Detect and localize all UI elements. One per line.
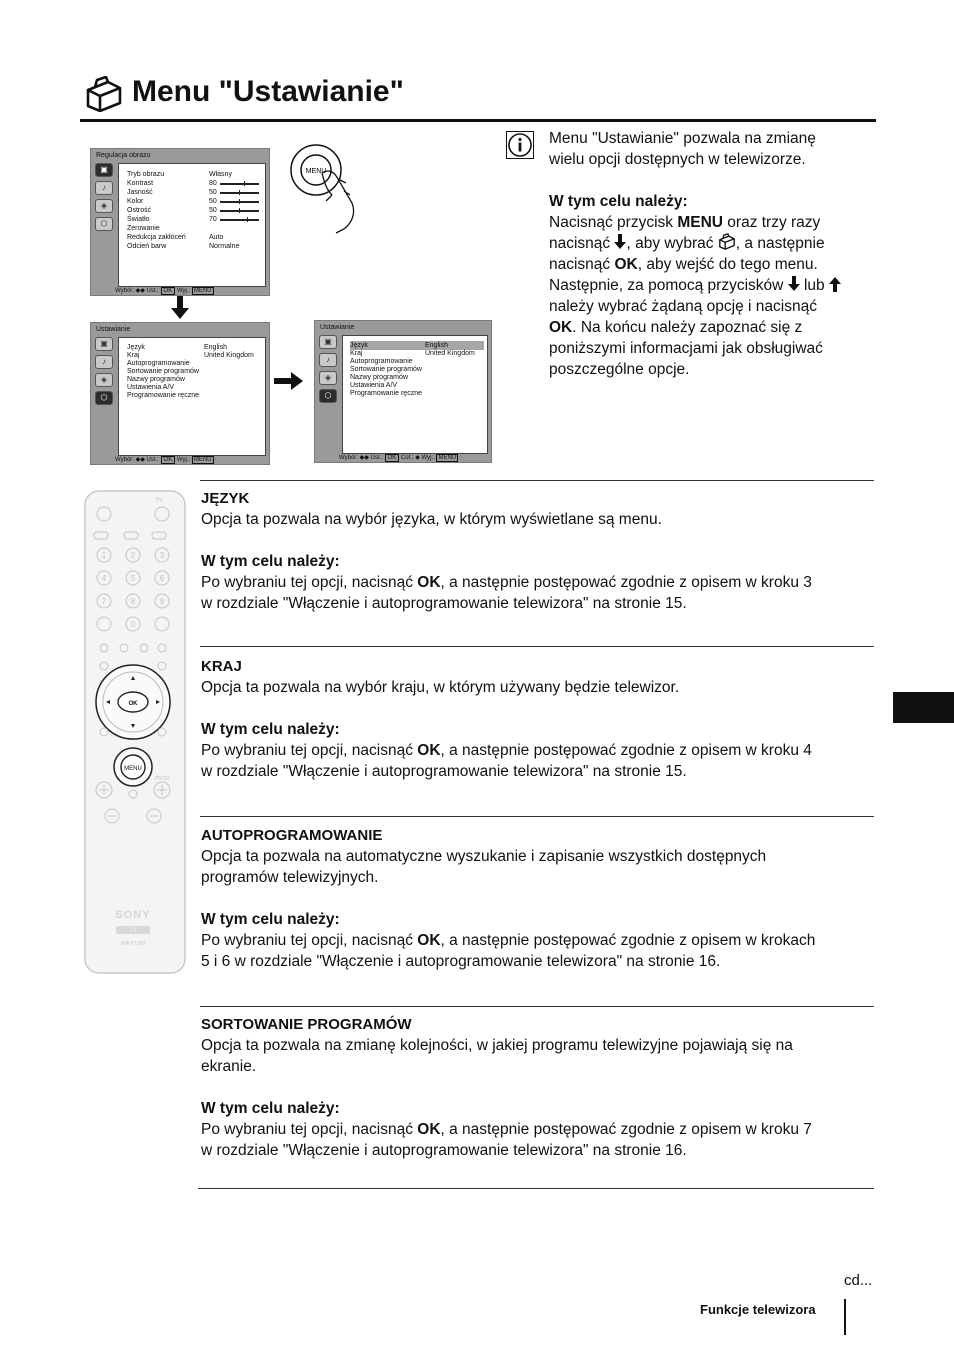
text-span: oraz trzy razy xyxy=(722,214,821,231)
footer-ok-key: OK xyxy=(161,456,176,464)
section-description: Opcja ta pozwala na automatyczne wyszukanie i zapisanie wszystkich dostępnych xyxy=(201,848,767,865)
svg-text:5: 5 xyxy=(130,574,136,583)
features-menu-icon: ◈ xyxy=(95,373,113,387)
footer-select-label: Wybór: xyxy=(115,457,134,463)
section-step-line xyxy=(201,740,812,761)
menu-row-value: Normalne xyxy=(209,243,240,250)
menu-row-label: Zerowanie xyxy=(127,225,160,232)
section-divider xyxy=(200,816,874,817)
footer-back-label: Cof.: xyxy=(400,455,414,461)
text-span: Następnie, za pomocą przycisków xyxy=(549,277,788,294)
section-step-line xyxy=(201,930,815,951)
footer-set-label: Ust.: xyxy=(146,457,159,463)
section-howto-heading: W tym celu należy: xyxy=(201,721,340,738)
section-howto-heading: W tym celu należy: xyxy=(201,1100,340,1117)
section-description: ekranie. xyxy=(201,1058,257,1075)
remote-brand-label: SONY xyxy=(115,909,151,921)
setup-toolbox-icon xyxy=(718,233,736,250)
svg-text:6: 6 xyxy=(159,574,165,583)
down-arrow-icon xyxy=(170,296,190,320)
footer-set-label: Ust.: xyxy=(370,455,383,461)
section-divider xyxy=(200,646,874,647)
remote-tv-label: TV xyxy=(155,498,163,504)
info-step-line: poszczególne opcje. xyxy=(549,361,690,378)
page-title: Menu "Ustawianie" xyxy=(132,75,404,108)
backlight-slider xyxy=(220,219,259,221)
section-step-line xyxy=(201,572,812,593)
menu-row-label: Programowanie ręczne xyxy=(350,390,422,397)
menu-row-value: English xyxy=(204,344,227,351)
screen-footer: Wybór: ◆◆ Ust.: OK Wyj.: MENU xyxy=(115,288,212,294)
sound-menu-icon: ♪ xyxy=(319,353,337,367)
ok-key-label: OK xyxy=(417,742,441,759)
chapter-tab-marker xyxy=(893,692,954,723)
picture-adjust-screen xyxy=(90,148,270,296)
svg-text:3: 3 xyxy=(159,551,165,560)
right-arrow-icon xyxy=(274,372,304,390)
text-span: Po wybraniu tej opcji, nacisnąć xyxy=(201,1121,418,1138)
section-step-line xyxy=(201,1119,812,1140)
info-step-line xyxy=(549,233,825,254)
info-step-line xyxy=(549,275,841,296)
menu-key-label: MENU xyxy=(677,214,723,231)
remote-ok-label: OK xyxy=(128,701,138,707)
menu-row-label: Redukcja zakłóceń xyxy=(127,234,186,241)
footer-exit-label: Wyj.: xyxy=(421,455,435,461)
menu-panel xyxy=(342,335,488,454)
section-step-line: 5 i 6 w rozdziale "Włączenie i autoprogramowanie telewizora" na stronie 16. xyxy=(201,953,721,970)
ok-key-label: OK xyxy=(417,1121,441,1138)
menu-row-value: 80 xyxy=(209,180,217,187)
section-heading-country: KRAJ xyxy=(201,658,242,675)
info-step-line xyxy=(549,254,818,275)
menu-row-value: 50 xyxy=(209,189,217,196)
setup-menu-icon: ⬡ xyxy=(95,217,113,231)
text-span: , a następnie postępować zgodnie z opisem w krokach xyxy=(440,932,816,949)
menu-row-value: 50 xyxy=(209,207,217,214)
setup-toolbox-icon xyxy=(84,76,124,112)
footer-section-label: Funkcje telewizora xyxy=(700,1302,816,1317)
header-divider xyxy=(80,119,876,122)
svg-text:MENU: MENU xyxy=(305,168,327,175)
section-divider xyxy=(198,1188,874,1189)
footer-ok-key: OK xyxy=(385,454,400,462)
menu-row-value: 50 xyxy=(209,198,217,205)
picture-menu-icon: ▣ xyxy=(95,163,113,177)
menu-panel xyxy=(118,163,266,287)
down-arrow-icon xyxy=(788,276,800,292)
slider-mark xyxy=(239,190,240,195)
sound-menu-icon: ♪ xyxy=(95,355,113,369)
hand-pressing-menu-icon xyxy=(286,143,370,235)
menu-row-value: 70 xyxy=(209,216,217,223)
features-menu-icon: ◈ xyxy=(319,371,337,385)
menu-row-value: Auto xyxy=(209,234,224,241)
info-step-line: poniższymi informacjami jak obsługiwać xyxy=(549,340,823,357)
info-step-line: należy wybrać żądaną opcję i nacisnąć xyxy=(549,298,817,315)
setup-menu-screen-selected xyxy=(314,320,492,463)
svg-text:2: 2 xyxy=(130,551,136,560)
footer-divider xyxy=(844,1299,846,1335)
section-howto-heading: W tym celu należy: xyxy=(201,911,340,928)
menu-row-label: Język xyxy=(127,344,145,351)
text-span: Po wybraniu tej opcji, nacisnąć xyxy=(201,932,418,949)
screen-title: Ustawianie xyxy=(96,326,131,333)
ok-key-label: OK xyxy=(549,319,573,336)
menu-row-label: Nazwy programów xyxy=(350,374,408,381)
picture-menu-icon: ▣ xyxy=(95,337,113,351)
info-icon xyxy=(506,131,534,159)
menu-row-label: Autoprogramowanie xyxy=(350,358,413,365)
section-divider xyxy=(200,1006,874,1007)
menu-row-label: Jasność xyxy=(127,189,153,196)
screen-footer: Wybór: ◆◆ Ust.: OK Cof.: ◆ Wyj.: MENU xyxy=(339,455,457,461)
menu-row-label: Tryb obrazu xyxy=(127,171,165,178)
slider-mark xyxy=(239,199,240,204)
menu-icon-column xyxy=(94,337,116,409)
text-span: Po wybraniu tej opcji, nacisnąć xyxy=(201,742,418,759)
ok-key-label: OK xyxy=(417,574,441,591)
menu-panel xyxy=(118,337,266,456)
text-span: , aby wybrać xyxy=(626,235,718,252)
ok-key-label: OK xyxy=(614,256,638,273)
remote-control-drawing xyxy=(84,490,186,974)
menu-row-label: Ustawienia A/V xyxy=(127,384,175,391)
svg-text:9: 9 xyxy=(159,597,165,606)
picture-menu-icon: ▣ xyxy=(319,335,337,349)
menu-row-label: Sortowanie programów xyxy=(350,366,422,373)
menu-row-label: Kontrast xyxy=(127,180,154,187)
svg-text:1: 1 xyxy=(101,551,107,560)
menu-row-label-highlighted: Język xyxy=(350,341,484,350)
info-intro-line: Menu "Ustawianie" pozwala na zmianę xyxy=(549,130,816,147)
menu-icon-column xyxy=(318,335,340,407)
setup-menu-icon: ⬡ xyxy=(95,391,113,405)
footer-select-label: Wybór: xyxy=(339,455,358,461)
continued-label: cd... xyxy=(844,1272,873,1289)
features-menu-icon: ◈ xyxy=(95,199,113,213)
remote-menu-label: MENU xyxy=(124,766,142,772)
footer-exit-label: Wyj.: xyxy=(176,457,191,463)
menu-row-value: United Kingdom xyxy=(425,350,475,357)
section-step-line: w rozdziale "Włączenie i autoprogramowanie telewizora" na stronie 16. xyxy=(201,1142,687,1159)
screen-title: Regulacja obrazu xyxy=(96,152,151,159)
down-arrow-icon xyxy=(614,234,626,250)
menu-row-label: Programowanie ręczne xyxy=(127,392,199,399)
footer-ok-key: OK xyxy=(161,287,176,295)
contrast-slider xyxy=(220,183,259,185)
sound-menu-icon: ♪ xyxy=(95,181,113,195)
screen-title: Ustawianie xyxy=(320,324,355,331)
text-span: Nacisnąć przycisk xyxy=(549,214,678,231)
svg-text:0: 0 xyxy=(130,620,136,629)
menu-row-label: Kraj xyxy=(127,352,140,359)
section-description: programów telewizyjnych. xyxy=(201,869,379,886)
menu-row-label: Ostrość xyxy=(127,207,152,214)
text-span: Po wybraniu tej opcji, nacisnąć xyxy=(201,574,418,591)
text-span: nacisnąć xyxy=(549,235,615,252)
footer-select-label: Wybór: xyxy=(115,288,134,294)
menu-row-label: Ustawienia A/V xyxy=(350,382,398,389)
footer-menu-key: MENU xyxy=(193,288,212,294)
screen-footer: Wybór: ◆◆ Ust.: OK Wyj.: MENU xyxy=(115,457,212,463)
section-heading-autoprogramming: AUTOPROGRAMOWANIE xyxy=(201,827,383,844)
menu-row-label: Nazwy programów xyxy=(127,376,185,383)
footer-menu-key: MENU xyxy=(193,457,212,463)
section-description: Opcja ta pozwala na wybór kraju, w którym używany będzie telewizor. xyxy=(201,679,680,696)
section-divider xyxy=(200,480,874,481)
remote-prog-label: PROG xyxy=(154,776,170,782)
section-howto-heading: W tym celu należy: xyxy=(201,553,340,570)
slider-mark xyxy=(244,181,245,186)
section-description: Opcja ta pozwala na wybór języka, w którym wyświetlane są menu. xyxy=(201,511,662,528)
slider-mark xyxy=(239,208,240,213)
info-howto-heading: W tym celu należy: xyxy=(549,193,688,210)
svg-text:7: 7 xyxy=(101,597,107,606)
svg-text:4: 4 xyxy=(101,574,107,583)
up-arrow-icon xyxy=(829,276,841,292)
svg-text:8: 8 xyxy=(130,597,136,606)
slider-mark xyxy=(247,217,248,222)
text-span: , a następnie postępować zgodnie z opisem w kroku 7 xyxy=(440,1121,812,1138)
footer-exit-label: Wyj.: xyxy=(176,288,191,294)
text-span: , a następnie postępować zgodnie z opisem w kroku 3 xyxy=(440,574,812,591)
menu-row-value: United Kingdom xyxy=(204,352,254,359)
text-span: lub xyxy=(799,277,829,294)
menu-row-label: Światło xyxy=(127,216,150,223)
remote-model-label: RM-YT168 xyxy=(120,941,146,947)
text-span: , aby wejść do tego menu. xyxy=(637,256,818,273)
menu-row-label: Autoprogramowanie xyxy=(127,360,190,367)
text-span: nacisnąć xyxy=(549,256,615,273)
menu-row-value: English xyxy=(425,342,448,349)
remote-tv-badge: TV xyxy=(129,928,137,934)
menu-row-label: Kolor xyxy=(127,198,144,205)
setup-menu-screen xyxy=(90,322,270,465)
text-span: , a następnie xyxy=(735,235,825,252)
menu-row-value: Własny xyxy=(209,171,232,178)
menu-row-label: Kraj xyxy=(350,350,363,357)
menu-row-label: Odcień barw xyxy=(127,243,167,250)
text-span: . Na końcu należy zapoznać się z xyxy=(572,319,803,336)
info-step-line xyxy=(549,317,802,338)
section-heading-program-sorting: SORTOWANIE PROGRAMÓW xyxy=(201,1016,412,1033)
setup-menu-icon: ⬡ xyxy=(319,389,337,403)
menu-row-label: Sortowanie programów xyxy=(127,368,199,375)
footer-menu-key: MENU xyxy=(438,455,457,461)
footer-set-label: Ust.: xyxy=(146,288,159,294)
info-step-line xyxy=(549,212,820,233)
info-intro-line: wielu opcji dostępnych w telewizorze. xyxy=(549,151,806,168)
section-step-line: w rozdziale "Włączenie i autoprogramowanie telewizora" na stronie 15. xyxy=(201,595,687,612)
section-step-line: w rozdziale "Włączenie i autoprogramowanie telewizora" na stronie 15. xyxy=(201,763,687,780)
text-span: , a następnie postępować zgodnie z opisem w kroku 4 xyxy=(440,742,812,759)
section-description: Opcja ta pozwala na zmianę kolejności, w jakiej programu telewizyjne pojawiają się na xyxy=(201,1037,793,1054)
ok-key-label: OK xyxy=(417,932,441,949)
menu-icon-column xyxy=(94,163,116,235)
section-heading-language: JĘZYK xyxy=(201,490,250,507)
